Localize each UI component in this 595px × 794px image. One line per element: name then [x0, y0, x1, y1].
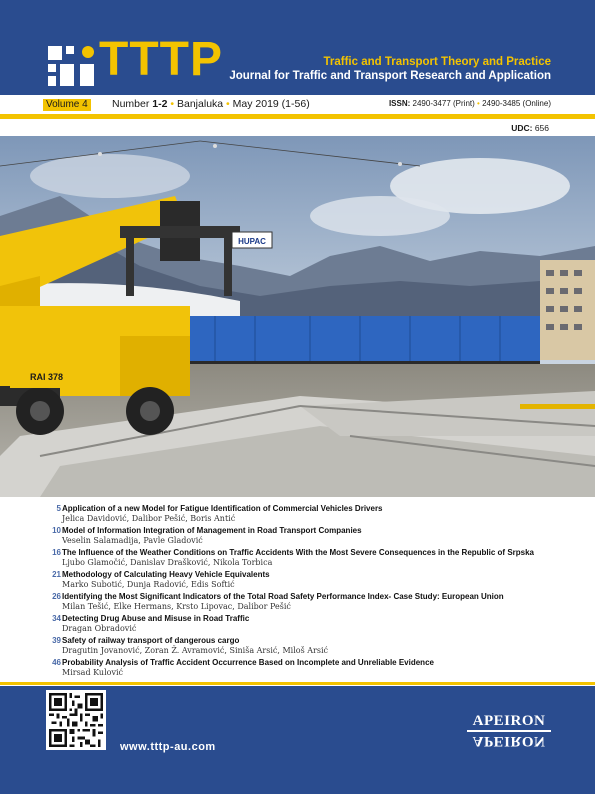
- toc-page-number: 16: [52, 548, 61, 557]
- toc-item[interactable]: [0, 548, 595, 570]
- number-value: 1-2: [152, 98, 168, 110]
- number-label: Number: [112, 98, 150, 110]
- date-pages: May 2019 (1-56): [232, 98, 310, 110]
- journal-title-line1: Traffic and Transport Theory and Practice: [323, 56, 551, 68]
- toc-item[interactable]: [0, 570, 595, 592]
- publisher-name: APEIRON: [472, 713, 546, 729]
- city: Banjaluka: [177, 98, 224, 110]
- issue-info: Number 1-2 • Banjaluka • May 2019 (1-56): [112, 98, 310, 110]
- journal-title-line2: Journal for Traffic and Transport Research and Application: [229, 70, 551, 82]
- publisher-name-mirrored: APEIRON: [472, 733, 546, 749]
- toc-page-number: 26: [52, 592, 61, 601]
- toc-article-title: Identifying the Most Significant Indicators of the Total Road Safety Performance Index- Case Study: European Union: [62, 592, 504, 601]
- toc-page-number: 34: [52, 614, 61, 623]
- toc-article-authors: Milan Tešić, Elke Hermans, Krsto Lipovac, Dalibor Pešić: [62, 602, 291, 611]
- udc: [511, 123, 549, 133]
- issn-label: ISSN:: [388, 99, 411, 108]
- issn-online: 2490-3485 (Online): [482, 99, 551, 108]
- issn: ISSN: 2490-3477 (Print) • 2490-3485 (Online): [388, 99, 551, 108]
- cover-photo: [0, 136, 595, 497]
- toc-article-title: Safety of railway transport of dangerous cargo: [62, 636, 240, 645]
- toc-article-authors: Mirsad Kulović: [62, 668, 123, 677]
- udc-value: 656: [534, 123, 549, 133]
- toc-article-title: The Influence of the Weather Conditions on Traffic Accidents With the Most Severe Consequences in the Republic of Srpska: [62, 548, 534, 557]
- toc-item[interactable]: [0, 526, 595, 548]
- footer-divider: [0, 682, 595, 685]
- toc-item[interactable]: [0, 636, 595, 658]
- toc-article-authors: Marko Subotić, Dunja Radović, Edis Softić: [62, 580, 235, 589]
- divider: [0, 114, 595, 119]
- toc-article-authors: Dragan Obradović: [62, 624, 137, 633]
- toc-item[interactable]: [0, 658, 595, 680]
- toc-article-title: Detecting Drug Abuse and Misuse in Road Traffic: [62, 614, 250, 623]
- toc-page-number: 39: [52, 636, 61, 645]
- publisher-logo: [467, 713, 551, 749]
- toc-item[interactable]: [0, 614, 595, 636]
- toc-article-title: Application of a new Model for Fatigue Identification of Commercial Vehicles Drivers: [62, 504, 383, 513]
- tttp-logo-icon: [46, 44, 98, 88]
- toc-page-number: 46: [52, 658, 61, 667]
- toc-article-authors: Ljubo Glamočić, Danislav Drašković, Nikola Torbica: [62, 558, 273, 567]
- volume-tag: Volume 4: [43, 99, 91, 111]
- toc-item[interactable]: [0, 504, 595, 526]
- toc-article-title: Model of Information Integration of Management in Road Transport Companies: [62, 526, 362, 535]
- toc-article-authors: Veselin Salamadija, Pavle Gladović: [62, 536, 203, 545]
- qr-code-icon: [46, 690, 106, 750]
- toc-page-number: 21: [52, 570, 61, 579]
- toc-page-number: 5: [56, 504, 61, 513]
- udc-label: UDC:: [511, 123, 533, 133]
- issn-print: 2490-3477 (Print): [412, 99, 475, 108]
- toc-article-authors: Jelica Davidović, Dalibor Pešić, Boris Antić: [62, 514, 236, 523]
- toc-item[interactable]: [0, 592, 595, 614]
- toc-article-title: Methodology of Calculating Heavy Vehicle Equivalents: [62, 570, 270, 579]
- toc-article-authors: Dragutin Jovanović, Zoran Ž. Avramović, Siniša Arsić, Miloš Arsić: [62, 646, 328, 655]
- crane-number: RAI 378: [30, 372, 64, 382]
- table-of-contents: [0, 504, 595, 680]
- website-link[interactable]: www.tttp-au.com: [120, 741, 216, 753]
- toc-article-title: Probability Analysis of Traffic Accident Occurrence Based on Incomplete and Unreliable Evidence: [62, 658, 434, 667]
- logo-text: TTTP: [99, 33, 223, 86]
- crane-sign: HUPAC: [238, 237, 266, 246]
- toc-page-number: 10: [52, 526, 61, 535]
- journal-title: [229, 56, 551, 83]
